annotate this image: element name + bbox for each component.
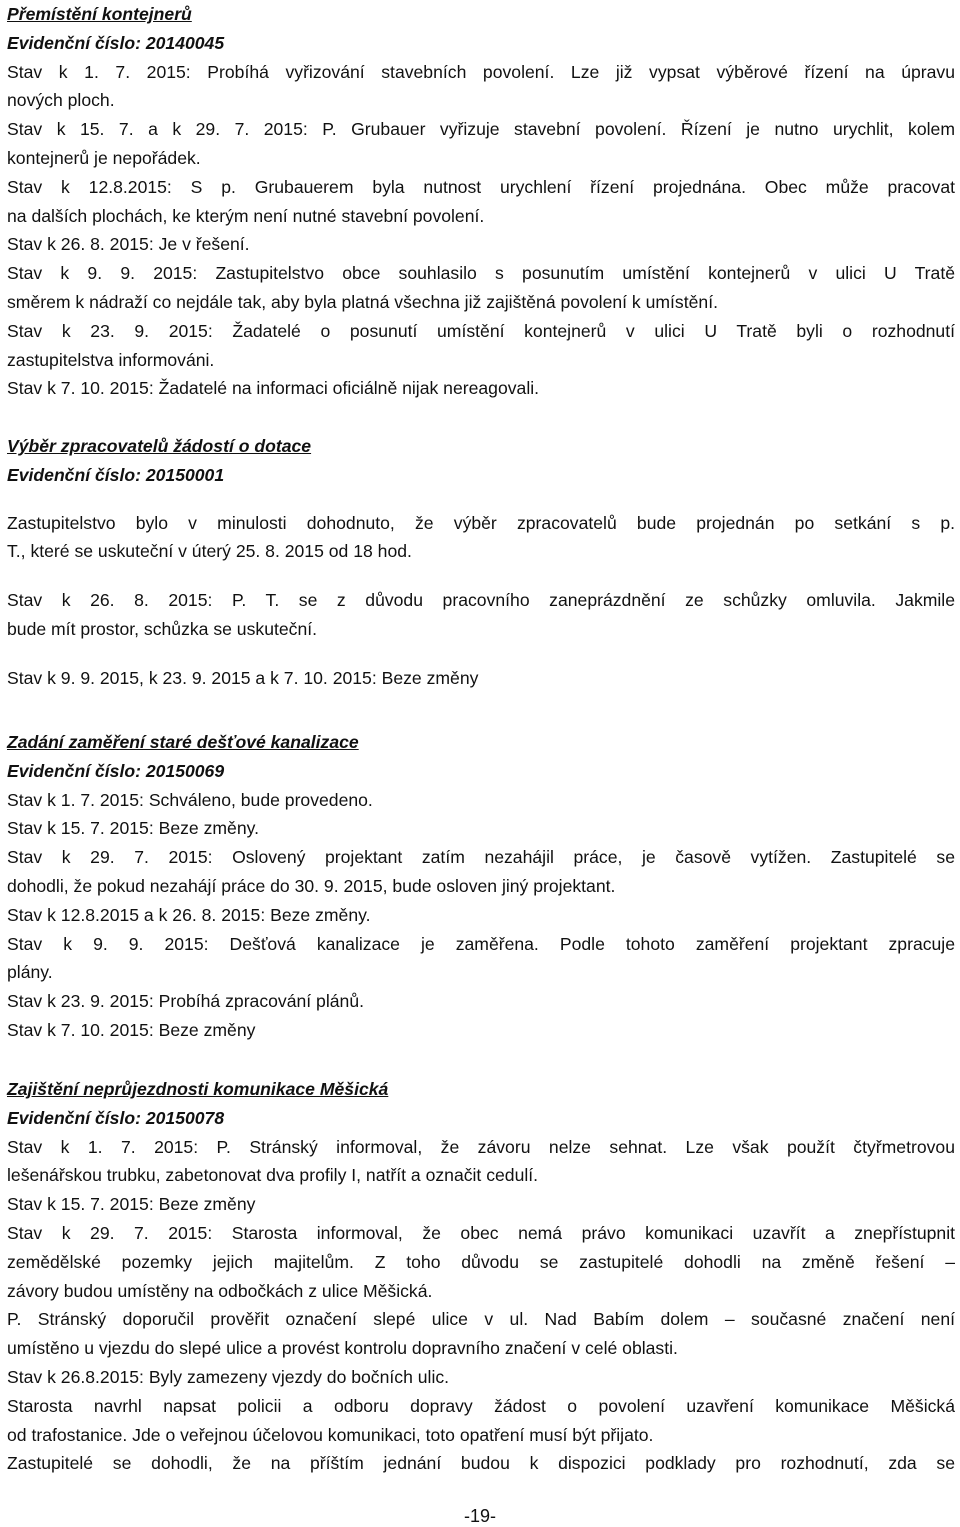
status-line: Stav k 29. 7. 2015: Starosta informoval, že obec nemá právo komunikaci uzavřít a znepřístupnit <box>7 1222 955 1243</box>
status-line: nových ploch. <box>7 90 115 111</box>
status-line: Stav k 15. 7. a k 29. 7. 2015: P. Grubauer vyřizuje stavební povolení. Řízení je nutno urychlit, kolem <box>7 119 955 140</box>
status-line: Stav k 15. 7. 2015: Beze změny <box>7 1194 256 1215</box>
status-line: Starosta navrhl napsat policii a odboru dopravy žádost o povolení uzavření komunikace Měšická <box>7 1395 955 1416</box>
section-premisteni-kontejneru <box>7 0 955 403</box>
paragraph-line: T., které se uskuteční v úterý 25. 8. 2015 od 18 hod. <box>7 541 412 562</box>
status-line: Stav k 23. 9. 2015: Probíhá zpracování plánů. <box>7 991 364 1012</box>
section-title: Zajištění neprůjezdnosti komunikace Měšická <box>7 1079 389 1099</box>
section-title: Výběr zpracovatelů žádostí o dotace <box>7 436 312 456</box>
status-line: Stav k 29. 7. 2015: Oslovený projektant zatím nezahájil práce, je časově vytížen. Zastupitelé se <box>7 847 955 868</box>
page-number: -19- <box>463 1506 496 1526</box>
status-line: umístěno u vjezdu do slepé ulice a provést kontrolu dopravního značení v celé oblasti. <box>7 1338 678 1359</box>
status-line: Stav k 1. 7. 2015: Probíhá vyřizování stavebních povolení. Lze již vypsat výběrové řízení na úpravu <box>7 61 955 82</box>
status-line: Stav k 7. 10. 2015: Beze změny <box>7 1019 256 1040</box>
section-title: Přemístění kontejnerů <box>7 4 192 24</box>
status-line: Zastupitelé se dohodli, že na příštím jednání budou k dispozici podklady pro rozhodnutí, zda se <box>7 1453 955 1474</box>
status-line: Stav k 15. 7. 2015: Beze změny. <box>7 818 259 839</box>
status-line: Stav k 23. 9. 2015: Žadatelé o posunutí umístění kontejnerů v ulici U Tratě byli o rozhodnutí <box>7 320 955 341</box>
paragraph-line: Stav k 26. 8. 2015: P. T. se z důvodu pracovního zaneprázdnění ze schůzky omluvila. Jakmile <box>7 590 955 611</box>
status-line: lešenářskou trubku, zabetonovat dva profily I, natřít a označit cedulí. <box>7 1165 539 1186</box>
status-line: Stav k 1. 7. 2015: Schváleno, bude provedeno. <box>7 789 373 810</box>
status-line: Stav k 7. 10. 2015: Žadatelé na informaci oficiálně nijak nereagovali. <box>7 378 540 399</box>
evidence-number: Evidenční číslo: 20150069 <box>7 760 225 781</box>
section-vyber-zpracovatelu <box>7 432 955 693</box>
status-line: P. Stránský doporučil prověřit označení slepé ulice v ul. Nad Babím dolem – současné značení není <box>7 1309 955 1330</box>
status-line: na dalších plochách, ke kterým není nutné stavební povolení. <box>7 205 485 226</box>
evidence-number: Evidenční číslo: 20150078 <box>7 1107 225 1128</box>
paragraph-line: Stav k 9. 9. 2015, k 23. 9. 2015 a k 7. 10. 2015: Beze změny <box>7 667 479 688</box>
evidence-number: Evidenční číslo: 20140045 <box>7 32 225 53</box>
status-line: směrem k nádraží co nejdále tak, aby byla platná všechna již zajištěná povolení k umístění. <box>7 291 718 312</box>
status-line: Stav k 1. 7. 2015: P. Stránský informoval, že závoru nelze sehnat. Lze však použít čtyřmetrovou <box>7 1136 955 1157</box>
status-line: Stav k 26. 8. 2015: Je v řešení. <box>7 234 250 255</box>
status-line: od trafostanice. Jde o veřejnou účelovou komunikaci, toto opatření musí být přijato. <box>7 1424 654 1445</box>
section-title: Zadání zaměření staré dešťové kanalizace <box>7 732 359 752</box>
status-line: Stav k 26.8.2015: Byly zamezeny vjezdy do bočních ulic. <box>7 1366 450 1387</box>
status-line: zastupitelstva informováni. <box>7 349 215 370</box>
status-line: kontejnerů je nepořádek. <box>7 147 201 168</box>
status-line: dohodli, že pokud nezahájí práce do 30. 9. 2015, bude osloven jiný projektant. <box>7 875 616 896</box>
status-line: závory budou umístěny na odbočkách z ulice Měšická. <box>7 1280 433 1301</box>
section-zadani-zamereni-kanalizace <box>7 728 955 1045</box>
status-line: Stav k 12.8.2015: S p. Grubauerem byla nutnost urychlení řízení projednána. Obec může pracovat <box>7 176 955 197</box>
status-line: zemědělské pozemky jejich majitelům. Z toho důvodu se zastupitelé dohodli na změně řešení – <box>7 1251 955 1272</box>
section-zajisteni-nepruj-mesicka <box>7 1075 955 1478</box>
status-line: plány. <box>7 962 53 983</box>
status-line: Stav k 9. 9. 2015: Zastupitelstvo obce souhlasilo s posunutím umístění kontejnerů v ulici U Tratě <box>7 263 955 284</box>
paragraph-line: bude mít prostor, schůzka se uskuteční. <box>7 618 318 639</box>
evidence-number: Evidenční číslo: 20150001 <box>7 464 225 485</box>
status-line: Stav k 12.8.2015 a k 26. 8. 2015: Beze změny. <box>7 904 371 925</box>
paragraph-line: Zastupitelstvo bylo v minulosti dohodnuto, že výběr zpracovatelů bude projednán po setkání s p. <box>7 512 955 533</box>
status-line: Stav k 9. 9. 2015: Dešťová kanalizace je zaměřena. Podle tohoto zaměření projektant zpracuje <box>7 933 955 954</box>
